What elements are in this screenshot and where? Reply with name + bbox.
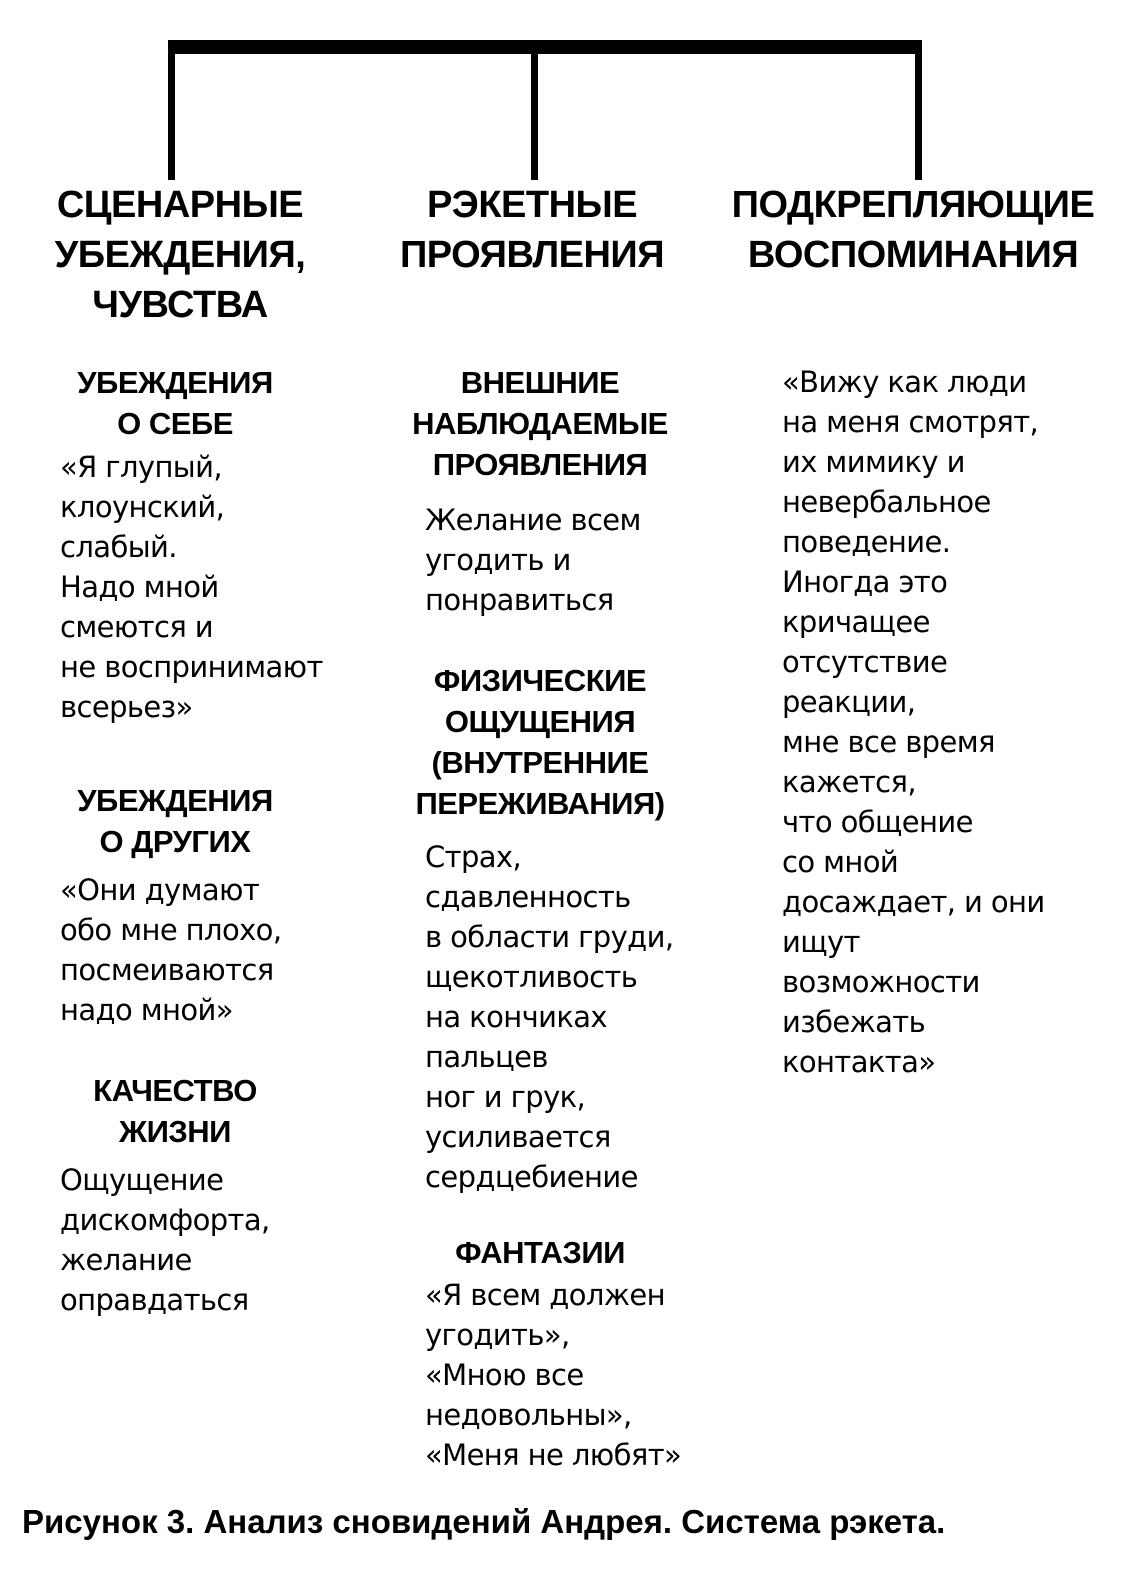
section-heading-quality-of-life: КАЧЕСТВО ЖИЗНИ: [93, 1073, 257, 1149]
column-title-script-beliefs: СЦЕНАРНЫЕ УБЕЖДЕНИЯ, ЧУВСТВА: [54, 184, 306, 326]
section-text-self-beliefs: «Я глупый, клоунский, слабый. Надо мной смеются и не воспринимают всерьез»: [60, 450, 323, 724]
section-heading-others-beliefs: УБЕЖДЕНИЯ О ДРУГИХ: [77, 783, 273, 859]
section-heading-fantasies: ФАНТАЗИИ: [455, 1235, 625, 1270]
section-heading-physical-sensations: ФИЗИЧЕСКИЕ ОЩУЩЕНИЯ (ВНУТРЕННИЕ ПЕРЕЖИВАНИЯ): [415, 663, 665, 821]
section-text-quality-of-life: Ощущение дискомфорта, желание оправдаться: [60, 1163, 270, 1317]
figure-caption: Рисунок 3. Анализ сновидений Андрея. Система рэкета.: [22, 1503, 946, 1540]
section-text-physical-sensations: Страх, сдавленность в области груди, щекотливость на кончиках пальцев ног и грук, усиливается сердцебиение: [425, 840, 674, 1194]
section-heading-self-beliefs: УБЕЖДЕНИЯ О СЕБЕ: [77, 365, 273, 441]
connector-left-branch: [168, 40, 175, 180]
column-title-reinforcing-memories: ПОДКРЕПЛЯЮЩИЕ ВОСПОМИНАНИЯ: [731, 184, 1095, 276]
section-text-fantasies: «Я всем должен угодить», «Мною все недовольны», «Меня не любят»: [425, 1278, 682, 1472]
connector-horizontal-bar: [168, 40, 922, 54]
connector-right-branch: [915, 40, 922, 180]
column-title-racket-displays: РЭКЕТНЫЕ ПРОЯВЛЕНИЯ: [399, 184, 665, 276]
connector-middle-branch: [531, 40, 538, 180]
section-text-others-beliefs: «Они думают обо мне плохо, посмеиваются надо мной»: [60, 873, 282, 1027]
section-text-reinforcing-memories: «Вижу как люди на меня смотрят, их мимику и невербальное поведение. Иногда это кричащее отсутствие реакции, мне все время кажется, что общение со мной досаждает, и они ищут возможности избежать контакта»: [782, 365, 1045, 1079]
section-text-external-displays: Желание всем угодить и понравиться: [425, 503, 641, 617]
section-heading-external-displays: ВНЕШНИЕ НАБЛЮДАЕМЫЕ ПРОЯВЛЕНИЯ: [412, 365, 668, 482]
